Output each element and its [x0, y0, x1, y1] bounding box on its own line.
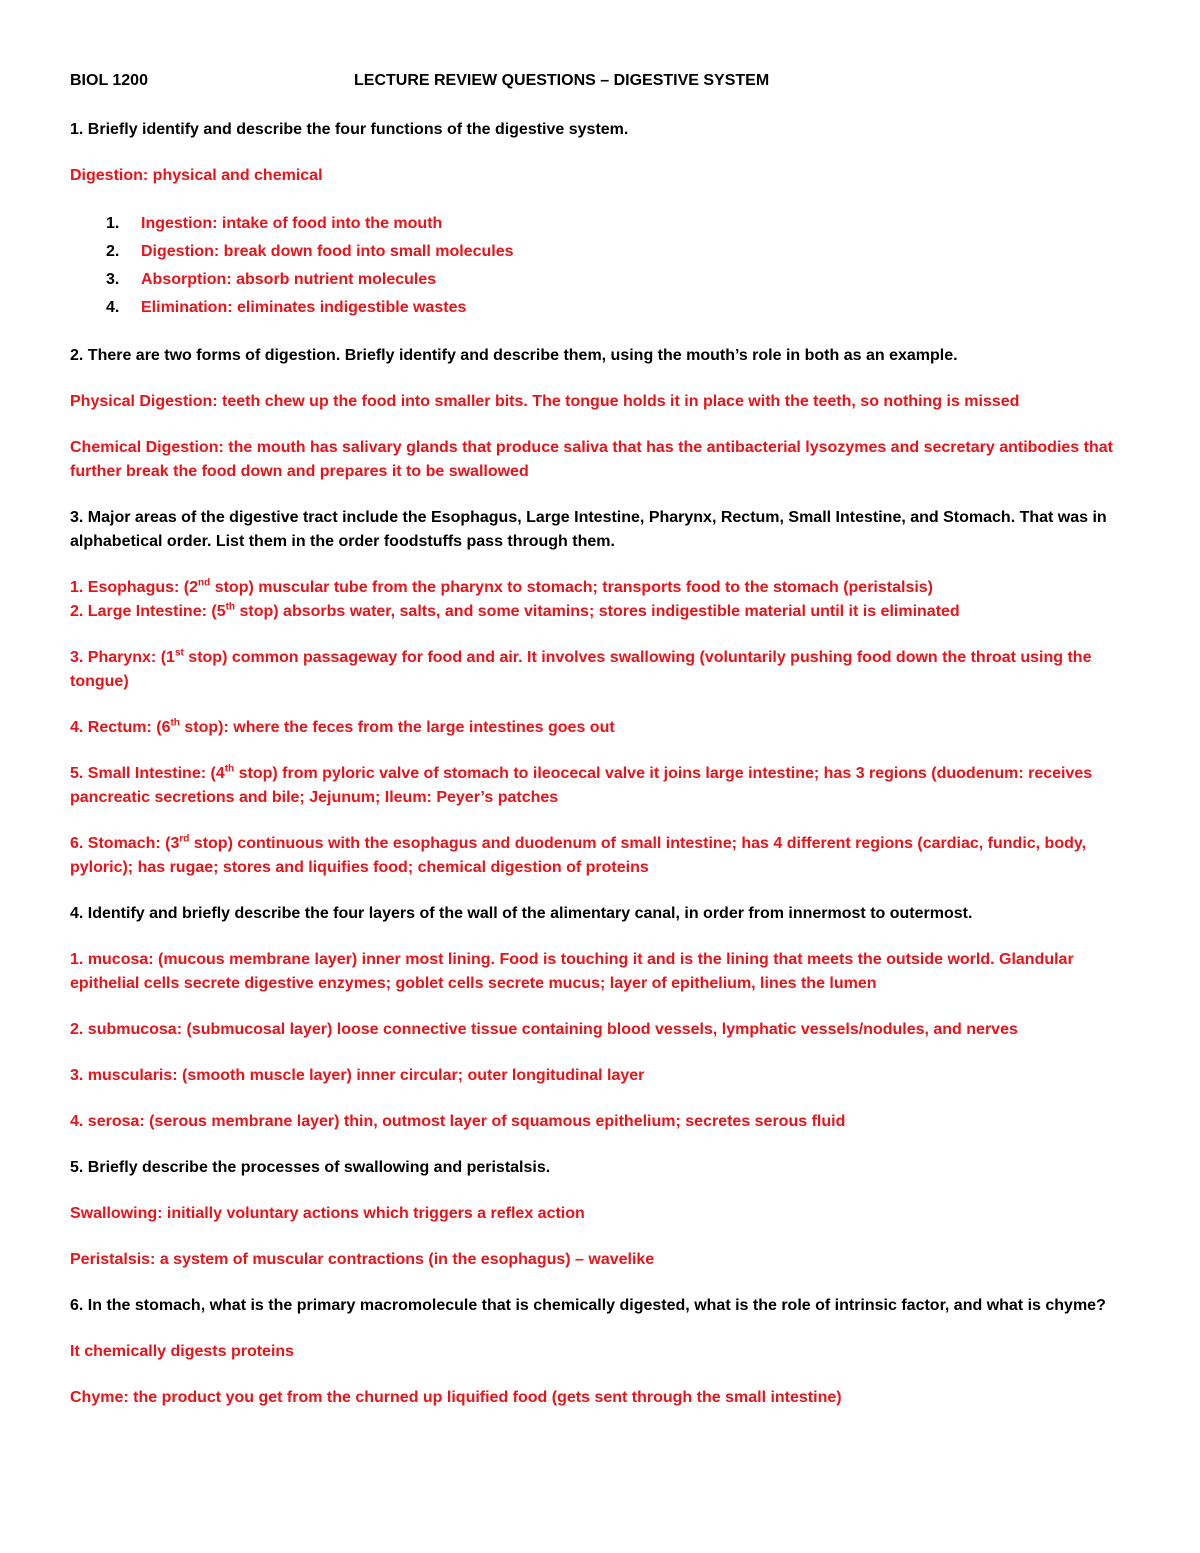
answer-1-intro: Digestion: physical and chemical	[70, 167, 323, 184]
question-4: 4. Identify and briefly describe the four layers of the wall of the alimentary canal, in order from innermost to outermost.	[70, 905, 973, 922]
answer-swallowing: Swallowing: initially voluntary actions which triggers a reflex action	[70, 1205, 585, 1222]
answer-mucosa: 1. mucosa: (mucous membrane layer) inner most lining. Food is touching it and is the lining that meets the outside world. Glandular epithelial cells secrete digestive enzymes; goblet cells secrete mucus; layer of epithelium, lines the lumen	[70, 951, 1074, 992]
answer-rectum	[70, 716, 1135, 740]
answer-physical-digestion: Physical Digestion: teeth chew up the food into smaller bits. The tongue holds it in place with the teeth, so nothing is missed	[70, 393, 1020, 410]
superscript: th	[170, 717, 180, 729]
answer-esophagus	[70, 576, 1135, 600]
question-6: 6. In the stomach, what is the primary macromolecule that is chemically digested, what is the role of intrinsic factor, and what is chyme?	[70, 1297, 1106, 1314]
list-item	[70, 294, 1135, 322]
question-1: 1. Briefly identify and describe the four functions of the digestive system.	[70, 121, 629, 138]
answer-muscularis: 3. muscularis: (smooth muscle layer) inner circular; outer longitudinal layer	[70, 1067, 645, 1084]
answer-small-intestine	[70, 762, 1135, 810]
answer-submucosa: 2. submucosa: (submucosal layer) loose connective tissue containing blood vessels, lymphatic vessels/nodules, and nerves	[70, 1021, 1018, 1038]
superscript: th	[224, 763, 235, 775]
text-part: stop) muscular tube from the pharynx to stomach; transports food to the stomach (peristalsis)	[210, 579, 934, 596]
list-item	[70, 266, 1135, 294]
text-part: stop) from pyloric valve of stomach to ileocecal valve it joins large intestine; has 3 regions (duodenum: receives pancreatic secretions and bile; Jejunum; Ileum: Peyer’s patches	[70, 765, 1093, 806]
list-number: 3.	[106, 271, 120, 288]
text-part: 4. Rectum: (6	[70, 719, 171, 736]
text-part: 1. Esophagus: (2	[70, 579, 199, 596]
answer-large-intestine	[70, 600, 1135, 624]
answer-chyme: Chyme: the product you get from the churned up liquified food (gets sent through the small intestine)	[70, 1389, 842, 1406]
list-text: Ingestion: intake of food into the mouth	[141, 215, 443, 232]
document-page	[70, 72, 1135, 1432]
answer-proteins: It chemically digests proteins	[70, 1343, 295, 1360]
text-part: stop) absorbs water, salts, and some vitamins; stores indigestible material until it is eliminated	[235, 603, 960, 620]
question-2: 2. There are two forms of digestion. Briefly identify and describe them, using the mouth’s role in both as an example.	[70, 347, 958, 364]
superscript: th	[225, 601, 236, 613]
text-part: 2. Large Intestine: (5	[70, 603, 226, 620]
superscript: rd	[179, 833, 190, 845]
list-number: 2.	[106, 243, 120, 260]
answer-peristalsis: Peristalsis: a system of muscular contractions (in the esophagus) – wavelike	[70, 1251, 655, 1268]
list-number: 1.	[106, 215, 120, 232]
list-item	[70, 238, 1135, 266]
answer-pharynx	[70, 646, 1135, 694]
text-part: stop): where the feces from the large intestines goes out	[179, 719, 615, 736]
list-text: Absorption: absorb nutrient molecules	[141, 271, 437, 288]
document-title: LECTURE REVIEW QUESTIONS – DIGESTIVE SYSTEM	[354, 72, 770, 89]
text-part: 5. Small Intestine: (4	[70, 765, 225, 782]
superscript: nd	[198, 577, 211, 589]
list-text: Digestion: break down food into small molecules	[141, 243, 514, 260]
list-number: 4.	[106, 299, 120, 316]
question-5: 5. Briefly describe the processes of swallowing and peristalsis.	[70, 1159, 551, 1176]
text-part: stop) common passageway for food and air. It involves swallowing (voluntarily pushing food down the throat using the tongue)	[70, 649, 1092, 690]
course-code: BIOL 1200	[70, 72, 148, 89]
answer-serosa: 4. serosa: (serous membrane layer) thin, outmost layer of squamous epithelium; secretes serous fluid	[70, 1113, 846, 1130]
question-3: 3. Major areas of the digestive tract include the Esophagus, Large Intestine, Pharynx, Rectum, Small Intestine, and Stomach. That was in alphabetical order. List them in the order foodstuffs pass through them.	[70, 509, 1107, 550]
text-part: 3. Pharynx: (1	[70, 649, 175, 666]
answer-stomach	[70, 832, 1135, 880]
text-part: stop) continuous with the esophagus and duodenum of small intestine; has 4 different regions (cardiac, fundic, body, pyloric); has rugae; stores and liquifies food; chemical digestion of proteins	[70, 835, 1087, 876]
answer-chemical-digestion: Chemical Digestion: the mouth has salivary glands that produce saliva that has the antibacterial lysozymes and secretary antibodies that further break the food down and prepares it to be swallowed	[70, 439, 1113, 480]
document-header	[70, 72, 1135, 96]
list-text: Elimination: eliminates indigestible wastes	[141, 299, 467, 316]
list-item	[70, 210, 1135, 238]
superscript: st	[174, 647, 184, 659]
text-part: 6. Stomach: (3	[70, 835, 180, 852]
functions-list	[70, 210, 1135, 322]
